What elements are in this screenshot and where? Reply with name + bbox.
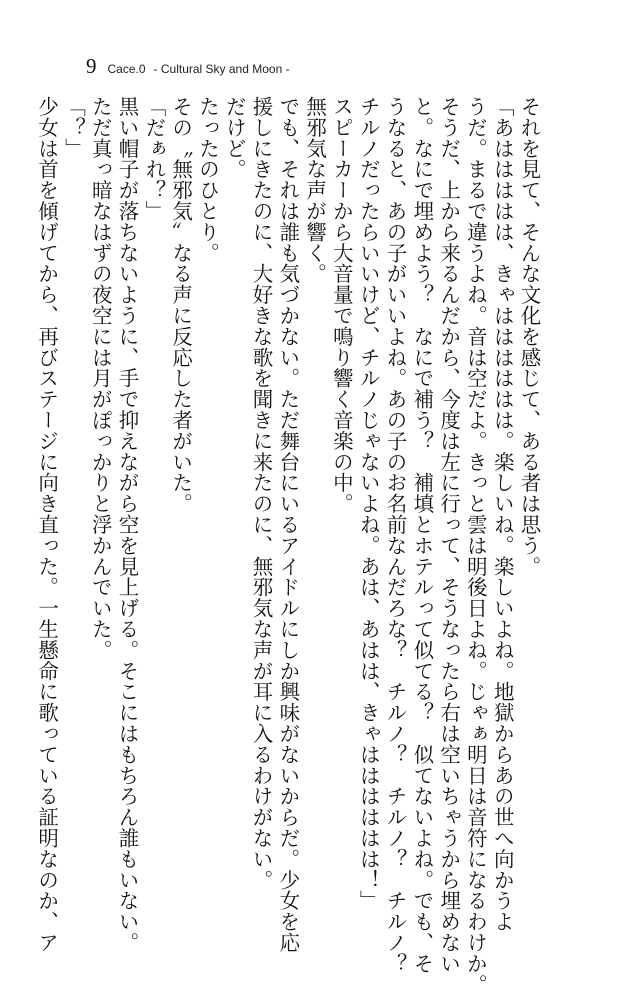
- text-line: たったのひとり。: [195, 96, 220, 264]
- text-line: だけど。: [222, 96, 247, 180]
- text-line: 「？」: [61, 96, 86, 159]
- text-line: 援しにきたのに、大好きな歌を聞きに来たのに、無邪気な声が耳に入るわけがない。: [249, 96, 274, 891]
- text-line: 黒い帽子が落ちないように、手で抑えながら空を見上げる。そこにはもちろん誰もいない。: [115, 96, 140, 953]
- text-line: でも、それは誰も気づかない。ただ舞台にいるアイドルにしか興味がないからだ。少女を応: [275, 96, 300, 953]
- text-line: 少女は首を傾げてから、再びステージに向き直った。一生懸命に歌っている証明なのか、ア: [34, 96, 59, 953]
- text-line: スピーカーから大音量で鳴り響く音楽の中。: [329, 96, 354, 514]
- text-line: ただ真っ暗なはずの夜空には月がぽっかりと浮かんでいた。: [88, 96, 113, 661]
- text-line: うだ。まるで違うよね。音は空だよ。きっと雲は明後日よね。じゃぁ明日は音符になるわけか。: [463, 96, 488, 995]
- vertical-body-text: [34, 96, 542, 995]
- text-line: と。なにで埋めよう？ なにで補う？ 補填とホテルって似てる？ 似てないよね。でも、そ: [409, 96, 434, 974]
- chapter-subtitle: - Cultural Sky and Moon -: [153, 62, 290, 76]
- text-line: 無邪気な声が響く。: [302, 96, 327, 285]
- page-number: 9: [86, 54, 98, 78]
- text-line: チルノだったらいいけど、チルノじゃないよね。あは、あはは、きゃはははははは！」: [356, 96, 381, 912]
- text-line: うなると、あの子がいいよね。あの子のお名前なんだろな？ チルノ？ チルノ？ チルノ？: [383, 96, 408, 974]
- text-line: それを見て、そんな文化を感じて、ある者は思う。: [517, 96, 541, 577]
- text-line: 「だぁれ？」: [141, 96, 166, 222]
- running-header: [86, 54, 290, 94]
- chapter-label: Cace.0: [107, 62, 146, 76]
- text-line: そうだ、上から来るんだから、今度は左に行って、そうなったら右は空いちゃうから埋めない: [436, 96, 461, 974]
- text-line: その〝無邪気〟なる声に反応した者がいた。: [168, 96, 193, 514]
- text-line: 「あははははは、きゃはははははは。楽しいね。楽しいよね。地獄からあの世へ向かうよ: [490, 96, 515, 932]
